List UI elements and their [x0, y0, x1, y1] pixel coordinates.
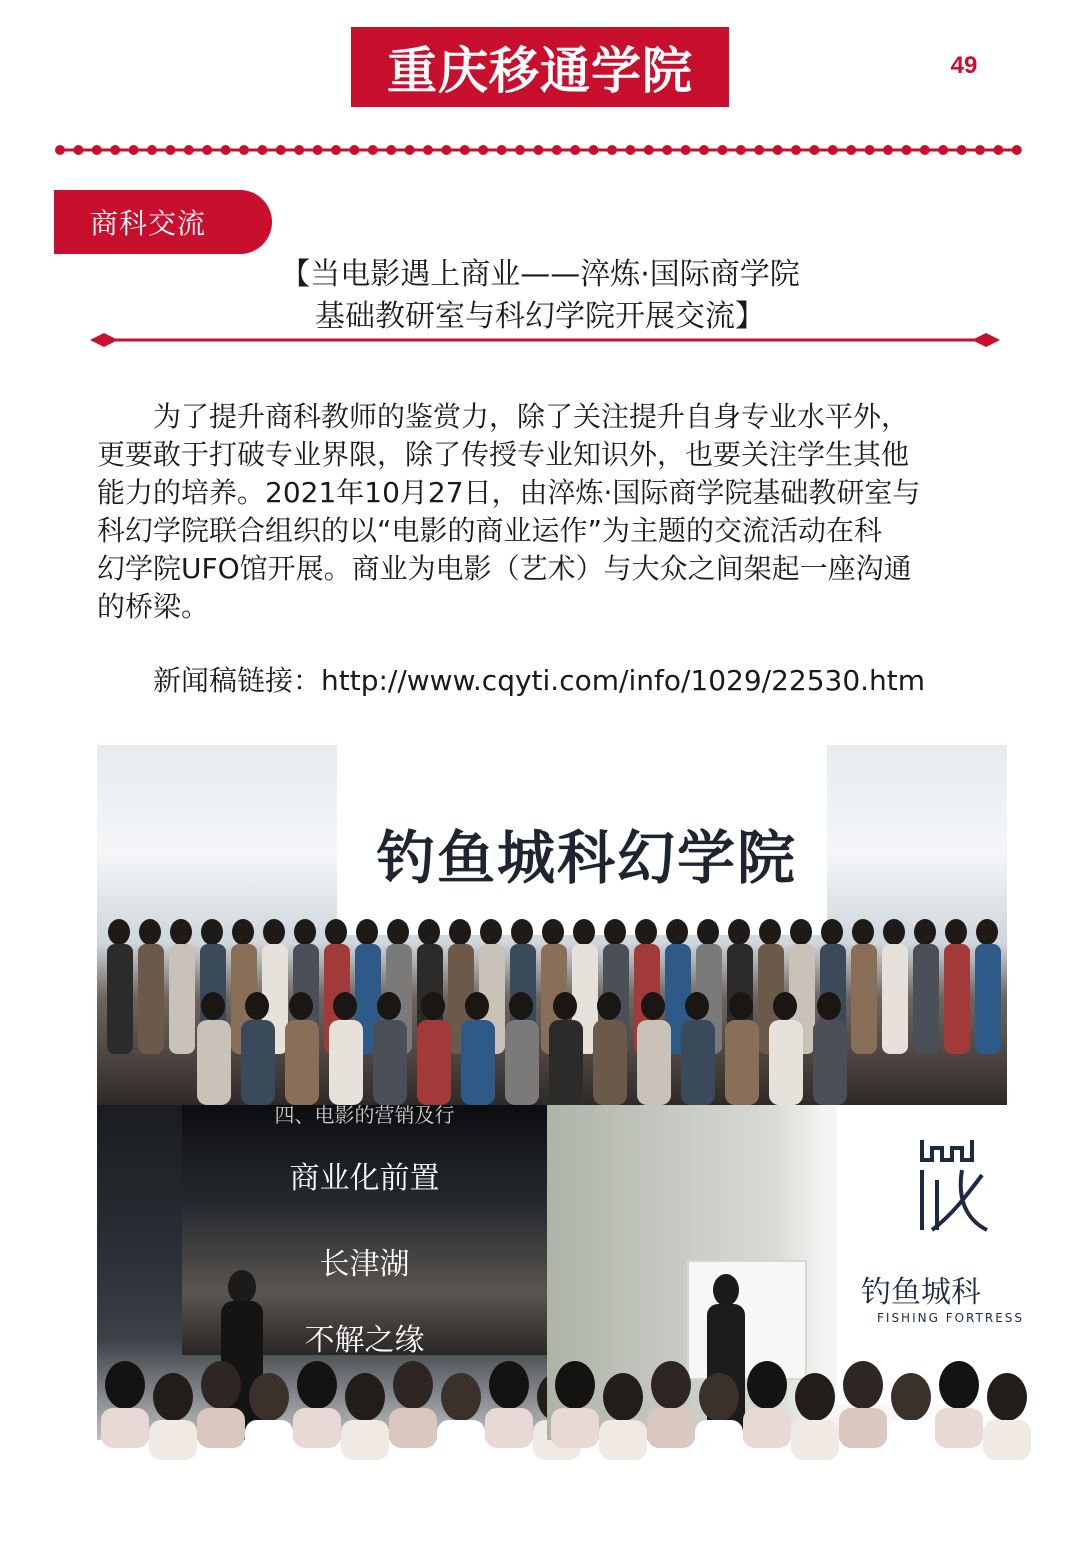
person-head — [728, 919, 750, 945]
audience-head — [201, 1361, 241, 1409]
person-head — [245, 992, 269, 1020]
divider-dot — [276, 145, 286, 155]
diamond-divider — [90, 330, 1000, 350]
person-head — [421, 992, 445, 1020]
person-head — [976, 919, 998, 945]
body-line: 幻学院UFO馆开展。商业为电影（艺术）与大众之间架起一座沟通 — [97, 552, 912, 585]
person-head — [635, 919, 657, 945]
audience-shoulders — [743, 1408, 791, 1448]
banner-title: 钓鱼城科 — [861, 1275, 981, 1310]
person-head — [685, 992, 709, 1020]
divider-dot — [257, 145, 267, 155]
page-number: 49 — [950, 52, 978, 79]
person-body — [417, 1020, 451, 1105]
person-body — [813, 1020, 847, 1105]
divider-dot — [202, 145, 212, 155]
audience-head — [105, 1361, 145, 1409]
divider-dot — [736, 145, 746, 155]
lecture-photo-left — [97, 1105, 547, 1440]
divider-dot — [331, 145, 341, 155]
person-body — [285, 1020, 319, 1105]
person-head — [263, 919, 285, 945]
person-head — [697, 919, 719, 945]
person-body — [681, 1020, 715, 1105]
audience-shoulders — [839, 1408, 887, 1448]
audience-head — [891, 1373, 931, 1421]
divider-dot — [129, 145, 139, 155]
divider-dot — [920, 145, 930, 155]
person-head — [883, 919, 905, 945]
slide-heading: 四、电影的营销及行 — [274, 1103, 455, 1127]
person-body — [769, 1020, 803, 1105]
audience-head — [651, 1361, 691, 1409]
slide-line: 长津湖 — [319, 1247, 410, 1282]
person-body — [637, 1020, 671, 1105]
divider-dot — [386, 145, 396, 155]
person-head — [108, 919, 130, 945]
masthead — [351, 27, 729, 107]
divider-dot — [901, 145, 911, 155]
divider-dot — [662, 145, 672, 155]
person-head — [604, 919, 626, 945]
person-body — [851, 944, 877, 1054]
divider-dot — [570, 145, 580, 155]
audience-shoulders — [293, 1408, 341, 1448]
person-head — [790, 919, 812, 945]
person-head — [387, 919, 409, 945]
slide-line: 商业化前置 — [289, 1161, 440, 1196]
audience-head — [489, 1361, 529, 1409]
audience-shoulders — [341, 1420, 389, 1460]
body-line: 的桥梁。 — [97, 590, 210, 623]
audience-shoulders — [149, 1420, 197, 1460]
person-body — [169, 944, 195, 1054]
divider-dot — [809, 145, 819, 155]
person-head — [449, 919, 471, 945]
audience-head — [795, 1373, 835, 1421]
divider-dot — [1012, 145, 1022, 155]
divider-dot — [478, 145, 488, 155]
body-line: 能力的培养。2021年10月27日，由淬炼·国际商学院基础教研室与 — [97, 476, 921, 509]
person-body — [107, 944, 133, 1054]
divider-dot — [441, 145, 451, 155]
audience-head — [153, 1373, 193, 1421]
person-body — [197, 1020, 231, 1105]
person-head — [418, 919, 440, 945]
person-head — [914, 919, 936, 945]
section-tab — [54, 190, 272, 254]
divider-dot — [147, 145, 157, 155]
divider-dot — [313, 145, 323, 155]
person-head — [289, 992, 313, 1020]
article-body — [97, 398, 1007, 626]
person-head — [821, 919, 843, 945]
body-line: 科幻学院联合组织的以“电影的商业运作”为主题的交流活动在科 — [97, 514, 883, 547]
audience-head — [699, 1373, 739, 1421]
person-head — [139, 919, 161, 945]
person-head — [553, 992, 577, 1020]
audience-shoulders — [485, 1408, 533, 1448]
dotted-divider — [54, 142, 1024, 158]
audience-shoulders — [437, 1420, 485, 1460]
person-body — [944, 944, 970, 1054]
divider-dot — [460, 145, 470, 155]
divider-dot — [773, 145, 783, 155]
audience-shoulders — [647, 1408, 695, 1448]
person-body — [913, 944, 939, 1054]
audience-shoulders — [983, 1420, 1031, 1460]
person-body — [975, 944, 1001, 1054]
divider-dot — [423, 145, 433, 155]
person-head — [817, 992, 841, 1020]
castle-logo-icon — [902, 1130, 992, 1240]
audience-shoulders — [599, 1420, 647, 1460]
person-head — [542, 919, 564, 945]
person-head — [356, 919, 378, 945]
body-line: 更要敢于打破专业界限，除了传授专业知识外，也要关注学生其他 — [97, 438, 910, 471]
divider-dot — [405, 145, 415, 155]
person-head — [201, 992, 225, 1020]
person-head — [759, 919, 781, 945]
divider-dot — [368, 145, 378, 155]
divider-dot — [644, 145, 654, 155]
person-head — [333, 992, 357, 1020]
audience-head — [747, 1361, 787, 1409]
divider-dot — [957, 145, 967, 155]
divider-dot — [975, 145, 985, 155]
person-head — [294, 919, 316, 945]
divider-dot — [515, 145, 525, 155]
audience-head — [393, 1361, 433, 1409]
person-head — [597, 992, 621, 1020]
divider-dot — [754, 145, 764, 155]
audience-head — [297, 1361, 337, 1409]
divider-dot — [552, 145, 562, 155]
divider-dot — [497, 145, 507, 155]
audience-shoulders — [935, 1408, 983, 1448]
person-head — [641, 992, 665, 1020]
body-line: 为了提升商科教师的鉴赏力，除了关注提升自身专业水平外， — [97, 400, 910, 433]
person-head — [325, 919, 347, 945]
person-head — [511, 919, 533, 945]
divider-dot — [625, 145, 635, 155]
backdrop-sign-text: 钓鱼城科幻学院 — [376, 824, 797, 892]
person-head — [201, 919, 223, 945]
person-body — [549, 1020, 583, 1105]
audience-shoulders — [101, 1408, 149, 1448]
divider-dot — [92, 145, 102, 155]
divider-dot — [73, 145, 83, 155]
audience-head — [603, 1373, 643, 1421]
audience-shoulders — [245, 1420, 293, 1460]
divider-dot — [938, 145, 948, 155]
person-head — [729, 992, 753, 1020]
person-body — [461, 1020, 495, 1105]
audience-head — [441, 1373, 481, 1421]
divider-dot — [184, 145, 194, 155]
audience-shoulders — [389, 1408, 437, 1448]
divider-dot — [828, 145, 838, 155]
divider-dot — [533, 145, 543, 155]
headline-line-1: 【当电影遇上商业——淬炼·国际商学院 — [280, 257, 800, 292]
person-body — [505, 1020, 539, 1105]
person-head — [852, 919, 874, 945]
person-head — [170, 919, 192, 945]
divider-dot — [699, 145, 709, 155]
audience-head — [987, 1373, 1027, 1421]
divider-dot — [55, 145, 65, 155]
headline-line-2: 基础教研室与科幻学院开展交流】 — [315, 299, 765, 334]
audience-head — [555, 1361, 595, 1409]
divider-dot — [294, 145, 304, 155]
divider-dot — [349, 145, 359, 155]
person-head — [465, 992, 489, 1020]
person-head — [232, 919, 254, 945]
divider-dot — [110, 145, 120, 155]
person-head — [509, 992, 533, 1020]
audience-shoulders — [551, 1408, 599, 1448]
person-body — [241, 1020, 275, 1105]
lecture-photo-right — [547, 1105, 1025, 1440]
slide-line: 不解之缘 — [304, 1323, 425, 1358]
divider-dot — [791, 145, 801, 155]
audience-head — [939, 1361, 979, 1409]
divider-dot — [993, 145, 1003, 155]
divider-dot — [883, 145, 893, 155]
crowd-figures — [97, 910, 1007, 1105]
divider-dot — [239, 145, 249, 155]
group-photo — [97, 745, 1007, 1105]
person-head — [573, 919, 595, 945]
audience-heads — [547, 1330, 1007, 1440]
banner-subtitle: FISHING FORTRESS — [877, 1311, 1025, 1325]
person-body — [882, 944, 908, 1054]
audience-head — [345, 1373, 385, 1421]
person-body — [138, 944, 164, 1054]
divider-dot — [589, 145, 599, 155]
person-head — [945, 919, 967, 945]
divider-dot — [165, 145, 175, 155]
audience-shoulders — [887, 1420, 935, 1460]
person-head — [773, 992, 797, 1020]
person-body — [373, 1020, 407, 1105]
divider-dot — [846, 145, 856, 155]
audience-heads — [97, 1330, 547, 1440]
divider-dot — [221, 145, 231, 155]
article-headline — [150, 254, 930, 338]
audience-shoulders — [197, 1408, 245, 1448]
person-head — [480, 919, 502, 945]
audience-head — [843, 1361, 883, 1409]
divider-dot — [865, 145, 875, 155]
masthead-title: 重庆移通学院 — [387, 41, 693, 100]
person-body — [725, 1020, 759, 1105]
person-body — [593, 1020, 627, 1105]
audience-shoulders — [791, 1420, 839, 1460]
divider-dot — [607, 145, 617, 155]
audience-head — [249, 1373, 289, 1421]
audience-shoulders — [695, 1420, 743, 1460]
person-head — [377, 992, 401, 1020]
divider-dot — [717, 145, 727, 155]
divider-dot — [681, 145, 691, 155]
news-link[interactable]: 新闻稿链接：http://www.cqyti.com/info/1029/22530.htm — [153, 664, 926, 697]
person-head — [666, 919, 688, 945]
person-body — [329, 1020, 363, 1105]
section-tab-label: 商科交流 — [90, 207, 207, 240]
